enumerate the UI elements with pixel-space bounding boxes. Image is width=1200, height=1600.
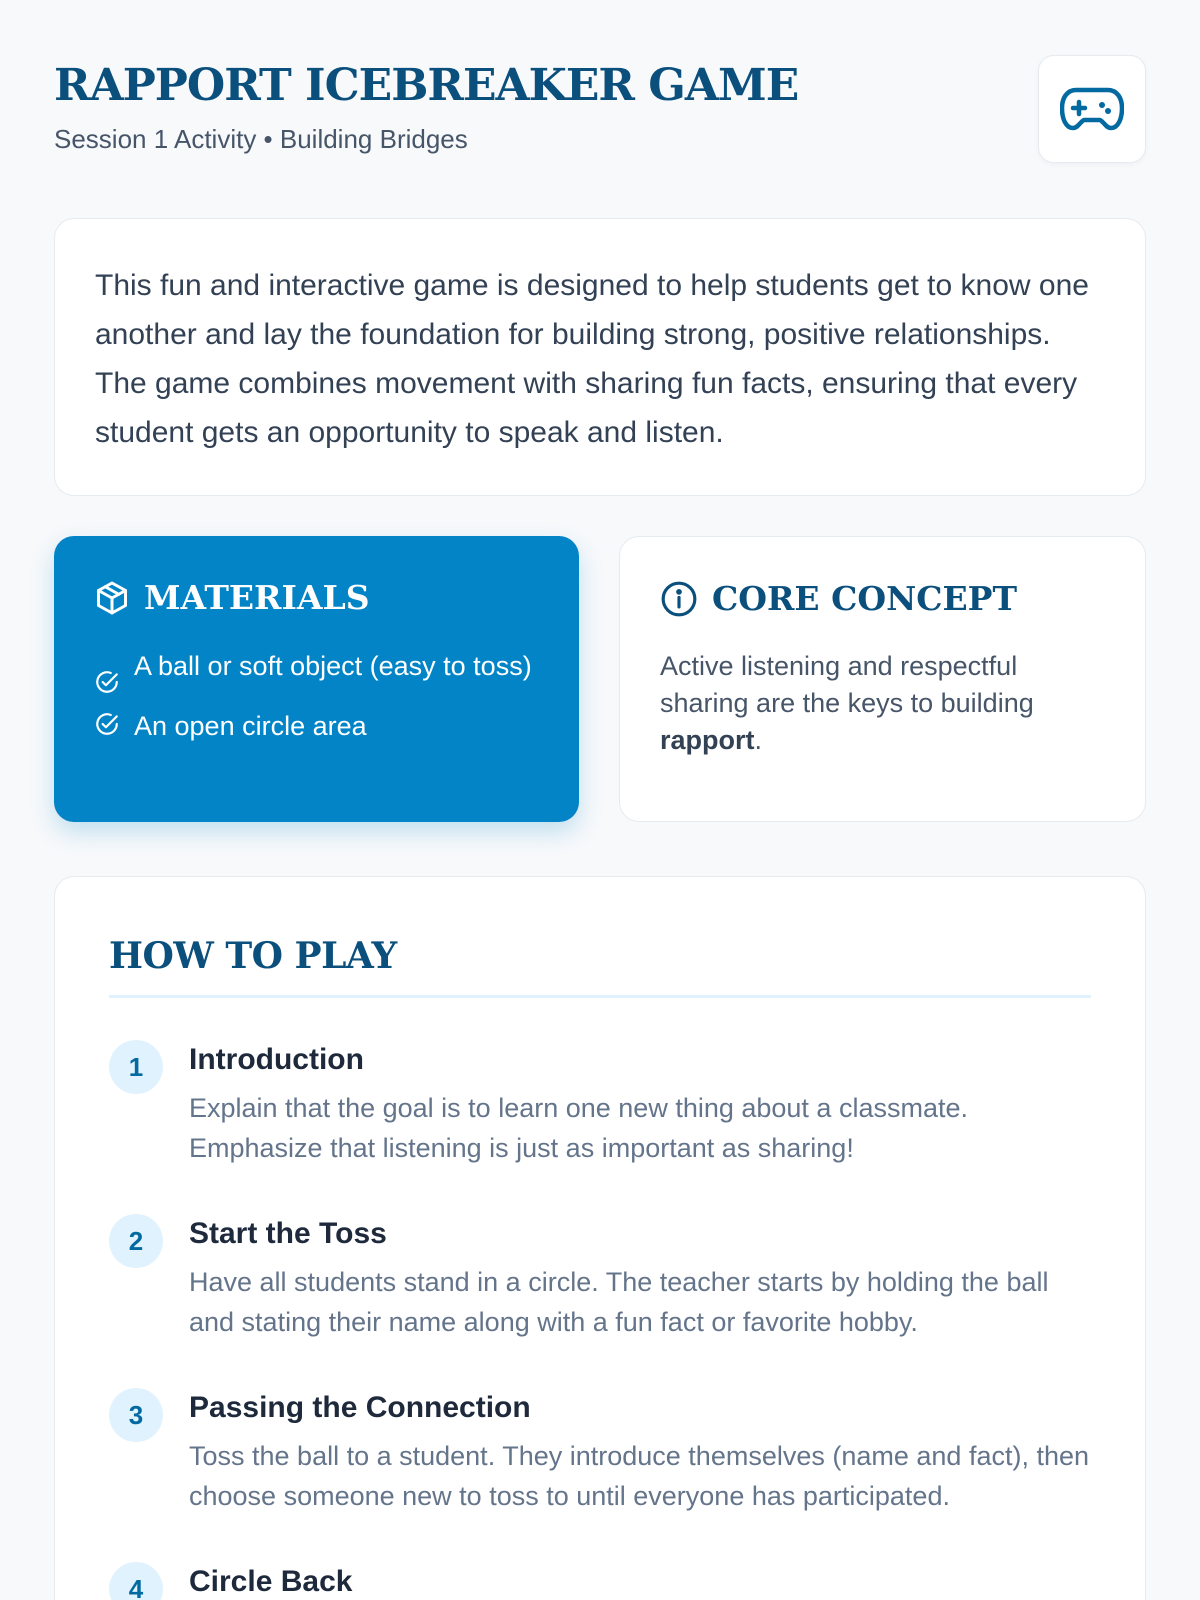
how-to-play-card [54, 876, 1146, 1600]
step-number-badge: 2 [109, 1214, 163, 1268]
info-icon [660, 580, 698, 618]
materials-list [94, 647, 539, 746]
step-item [109, 1562, 1091, 1600]
step-number-badge: 3 [109, 1388, 163, 1442]
core-concept-title: CORE CONCEPT [712, 579, 1018, 618]
step-body [189, 1214, 1091, 1342]
step-item [109, 1040, 1091, 1168]
core-concept-text [660, 648, 1105, 759]
list-item [94, 647, 539, 695]
step-title: Introduction [189, 1043, 364, 1076]
step-body [189, 1562, 1091, 1600]
core-concept-text-end: . [754, 725, 763, 755]
intro-card [54, 218, 1146, 496]
check-circle-icon [94, 711, 120, 737]
step-title: Passing the Connection [189, 1391, 531, 1424]
materials-item-text: A ball or soft object (easy to toss) [134, 651, 532, 681]
step-body [189, 1040, 1091, 1168]
step-title: Circle Back [189, 1565, 353, 1598]
steps-list [109, 1040, 1091, 1600]
step-body [189, 1388, 1091, 1516]
step-description: Toss the ball to a student. They introduce themselves (name and fact), then choose someone new to toss to until everyone has participated. [189, 1441, 1090, 1511]
step-item [109, 1214, 1091, 1342]
core-concept-card [619, 536, 1146, 822]
box-icon [94, 580, 130, 616]
page-title: RAPPORT ICEBREAKER GAME [54, 60, 799, 111]
step-item [109, 1388, 1091, 1516]
check-circle-icon [94, 669, 120, 695]
step-description: Explain that the goal is to learn one new thing about a classmate. Emphasize that listening is just as important as sharing! [189, 1093, 968, 1163]
info-columns [54, 536, 1146, 822]
core-concept-text-start: Active listening and respectful sharing are the keys to building [660, 651, 1034, 718]
core-concept-keyword: rapport [660, 725, 755, 755]
materials-title: MATERIALS [144, 578, 370, 617]
gamepad-icon [1060, 86, 1124, 132]
intro-text: This fun and interactive game is designed to help students get to know one another and lay the foundation for building strong, positive relationships. The game combines movement with sharing fun facts, ensuring that every student gets an opportunity to speak and listen. [95, 269, 1089, 449]
how-to-play-title: HOW TO PLAY [109, 935, 1091, 998]
gamepad-icon-button[interactable] [1038, 55, 1146, 163]
materials-item-text: An open circle area [134, 711, 367, 741]
list-item [94, 707, 539, 746]
header [54, 0, 1146, 218]
core-concept-header [660, 579, 1105, 618]
step-number-badge: 4 [109, 1562, 163, 1600]
step-number-badge: 1 [109, 1040, 163, 1094]
materials-header [94, 578, 539, 617]
materials-card [54, 536, 579, 822]
step-description: Have all students stand in a circle. The teacher starts by holding the ball and stating their name along with a fun fact or favorite hobby. [189, 1267, 1049, 1337]
step-title: Start the Toss [189, 1217, 387, 1250]
page-subtitle: Session 1 Activity • Building Bridges [54, 124, 468, 154]
